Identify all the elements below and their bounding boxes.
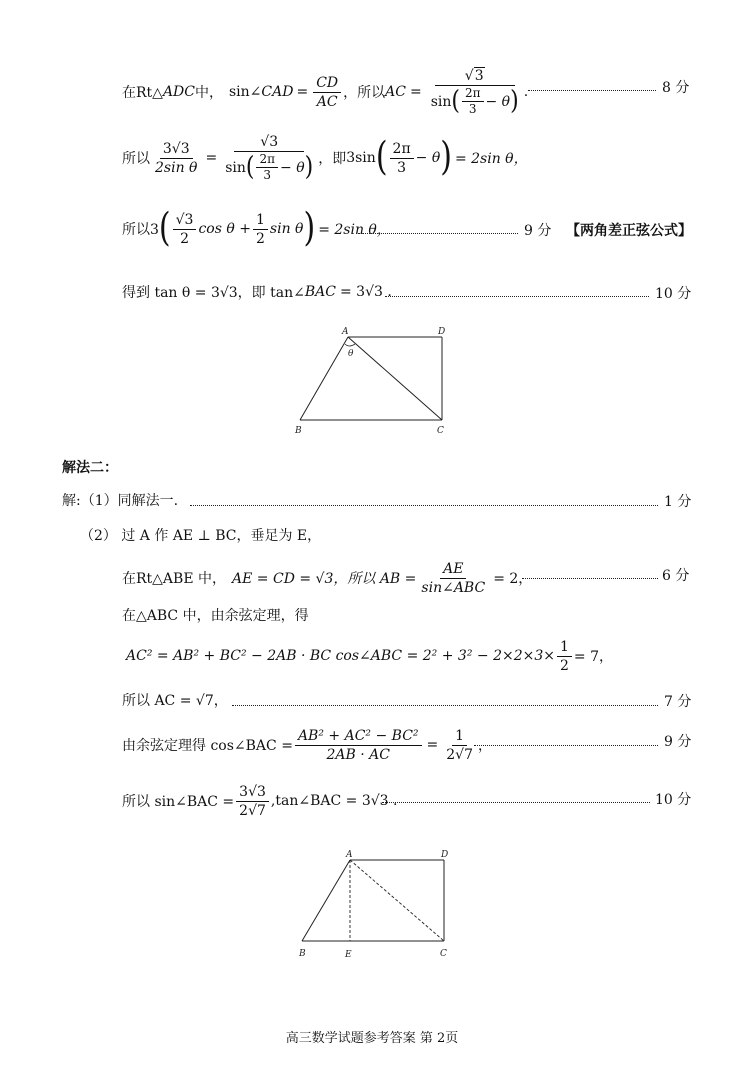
fraction-3sqrt3-2sin (152, 141, 200, 176)
label-d: D (438, 327, 446, 337)
sol2-cosine-law: 在△ABC 中，由余弦定理，得 (122, 608, 309, 624)
cos-theta: cos θ + (198, 221, 251, 237)
sol2-part2: （2） 过 A 作 AE ⊥ BC，垂足为 E， (80, 528, 322, 544)
numerator: √3 (234, 134, 304, 152)
angle-name: CAD (261, 84, 294, 100)
numerator: 1 (253, 212, 268, 230)
fraction-2pi-3 (256, 153, 278, 182)
figure-rectangle-triangle (290, 322, 460, 440)
fraction-sqrt3-2 (173, 212, 197, 247)
denominator: 2√7 (446, 746, 474, 763)
text: = 3√3 . (339, 284, 392, 300)
denominator: sin ( $\frac{2\pi}{3}$ − θ ) (225, 151, 314, 182)
leader-dots (190, 505, 658, 506)
fraction-cosine (295, 728, 422, 763)
denominator: 3 (263, 168, 272, 182)
score-7: 7 分 (664, 694, 692, 710)
label-a: A (342, 327, 349, 337)
denominator: 2√7 (239, 802, 266, 819)
numerator: √3 (435, 68, 515, 86)
rhs: = 2sin θ， (318, 222, 391, 238)
segment-ac (348, 337, 442, 420)
sol2-heading: 解法二： (62, 460, 118, 476)
label-b: B (299, 949, 306, 959)
numerator: 2π (462, 87, 484, 102)
score-6: 6 分 (662, 568, 690, 584)
sin-text: sin (225, 159, 246, 176)
denominator: AC (316, 93, 338, 110)
segment-ab (300, 337, 348, 420)
sol1-line4 (122, 282, 392, 302)
angle-arc (345, 344, 355, 346)
fraction-3sqrt3-2sqrt7 (236, 784, 269, 819)
fraction-1-2 (557, 639, 572, 674)
label-c: C (440, 949, 447, 959)
denominator: sin∠ABC (421, 579, 486, 596)
sin-text: sin∠ (228, 84, 262, 100)
numerator: AE (440, 561, 466, 579)
triangle-name: ADC (162, 84, 195, 100)
denominator: 2 (180, 230, 190, 247)
text: = 2， (493, 571, 533, 587)
numerator: AB² + AC² − BC² (295, 728, 422, 746)
equation: AE = CD = √3，所以 AB = (232, 571, 417, 587)
text: 所以3 (122, 222, 159, 238)
text: 在Rt△ABE 中， (122, 571, 227, 587)
text: 由余弦定理得 cos∠BAC = (122, 738, 293, 754)
period: . (523, 84, 529, 100)
numerator: 1 (557, 639, 572, 657)
text: ， (478, 738, 493, 754)
denominator: sin ( $\frac{2\pi}{3}$ − θ ) (430, 85, 519, 116)
numerator: 2π (256, 153, 278, 168)
fraction-ae-sinabc (418, 561, 488, 596)
equals: = (205, 150, 218, 166)
text: 3sin (346, 150, 376, 166)
denominator: 2 (255, 230, 265, 247)
label-d: D (441, 850, 449, 860)
text: ，即 (318, 151, 347, 167)
rhs: = 2sin θ， (454, 151, 528, 167)
sol2-ac-squared (126, 634, 613, 678)
leader-dots (522, 578, 658, 579)
numerator: 3√3 (160, 141, 193, 159)
denominator: 2 (559, 657, 569, 674)
equation: AC² = AB² + BC² − 2AB · BC cos∠ABC = 2² + 3² − 2×2×3× (126, 648, 555, 664)
text: 中， (194, 85, 223, 101)
sol2-sin-bac (122, 778, 397, 824)
equals: = (296, 84, 309, 100)
text: 在Rt△ (122, 85, 163, 101)
fraction-1-2sqrt7 (443, 728, 476, 763)
leader-dots (385, 296, 649, 297)
text: 得到 tan θ = 3√3，即 tan∠ (122, 285, 305, 301)
formula-note: 【两角差正弦公式】 (566, 223, 692, 239)
score-10: 10 分 (655, 286, 692, 302)
score-9: 9 分 (524, 223, 552, 239)
sol2-ac-value: 所以 AC = √7， (122, 693, 228, 709)
denominator: 2sin θ (155, 159, 198, 176)
fraction-sqrt3-over-sin (428, 68, 522, 116)
denominator: 3 (397, 159, 407, 176)
label-b: B (295, 426, 302, 436)
numerator: √3 (173, 212, 197, 230)
segment-ac-dashed (350, 860, 444, 941)
sol2-part1: 解:（1）同解法一. (62, 493, 179, 509)
score-10b: 10 分 (655, 792, 692, 808)
text: 所以 sin∠BAC = (122, 794, 235, 810)
fraction-2pi-3 (390, 141, 414, 176)
leader-dots (474, 745, 658, 746)
sol2-cos-bac (122, 722, 492, 768)
score-9b: 9 分 (664, 734, 692, 750)
label-a: A (346, 850, 353, 860)
numerator: 3√3 (236, 784, 269, 802)
numerator: CD (313, 75, 341, 93)
fraction-2pi-3 (462, 87, 484, 116)
score-1: 1 分 (664, 494, 692, 510)
label-e: E (345, 950, 352, 960)
fraction-cd-ac (313, 75, 341, 110)
sol1-line2: 所以 $\frac{3√3}{\text{2sin θ}}$ = √3 sin ( $\frac{2\pi}{3}$ − θ ) ，即 3sin ( $\frac{2\pi}{3}$ − θ ) = 2sin θ， (122, 134, 528, 182)
leader-dots (528, 90, 656, 91)
fraction-sqrt3-over-sin (222, 134, 316, 182)
leader-dots (358, 233, 518, 234)
text: ，所以 (343, 85, 386, 101)
figure-altitude (292, 845, 462, 967)
fraction-1-2 (253, 212, 268, 247)
sol1-line3: 所以3 ( $\frac{√3}{2}$ cos θ + $\frac{1}{2}$ sin θ ) = 2sin θ， (122, 205, 391, 252)
numerator: 2π (390, 141, 414, 159)
label-c: C (437, 426, 444, 436)
minus-theta: − θ (280, 159, 305, 176)
denominator: 3 (468, 102, 477, 116)
leader-dots (382, 802, 650, 803)
text: = 7， (573, 649, 613, 665)
equals: = (426, 737, 439, 753)
score-8: 8 分 (662, 80, 690, 96)
text: 所以 (122, 151, 150, 167)
segment-ab (302, 860, 350, 941)
label-theta: θ (348, 349, 354, 359)
radicand: 3 (474, 68, 484, 84)
sin-text: sin (430, 93, 452, 110)
sol2-line-abe (122, 556, 532, 600)
leader-dots (232, 705, 658, 706)
text: ,tan∠BAC = 3√3 . (270, 793, 398, 809)
ac-symbol: AC (385, 84, 406, 100)
page-footer: 高三数学试题参考答案 第 2页 (285, 1031, 459, 1046)
numerator: 1 (452, 728, 467, 746)
minus-theta: − θ (415, 150, 441, 166)
minus-theta: − θ (485, 93, 511, 110)
sol1-line1: 在Rt△ ADC 中， sin∠ CAD = $\frac{CD}{AC}$ ，所以 AC = √3 sin ( $\frac{2\pi}{3}$ − θ ) . (122, 68, 529, 116)
sin-theta: sin θ (269, 221, 304, 237)
angle-name: BAC (304, 284, 336, 300)
denominator: 2AB · AC (326, 746, 390, 763)
